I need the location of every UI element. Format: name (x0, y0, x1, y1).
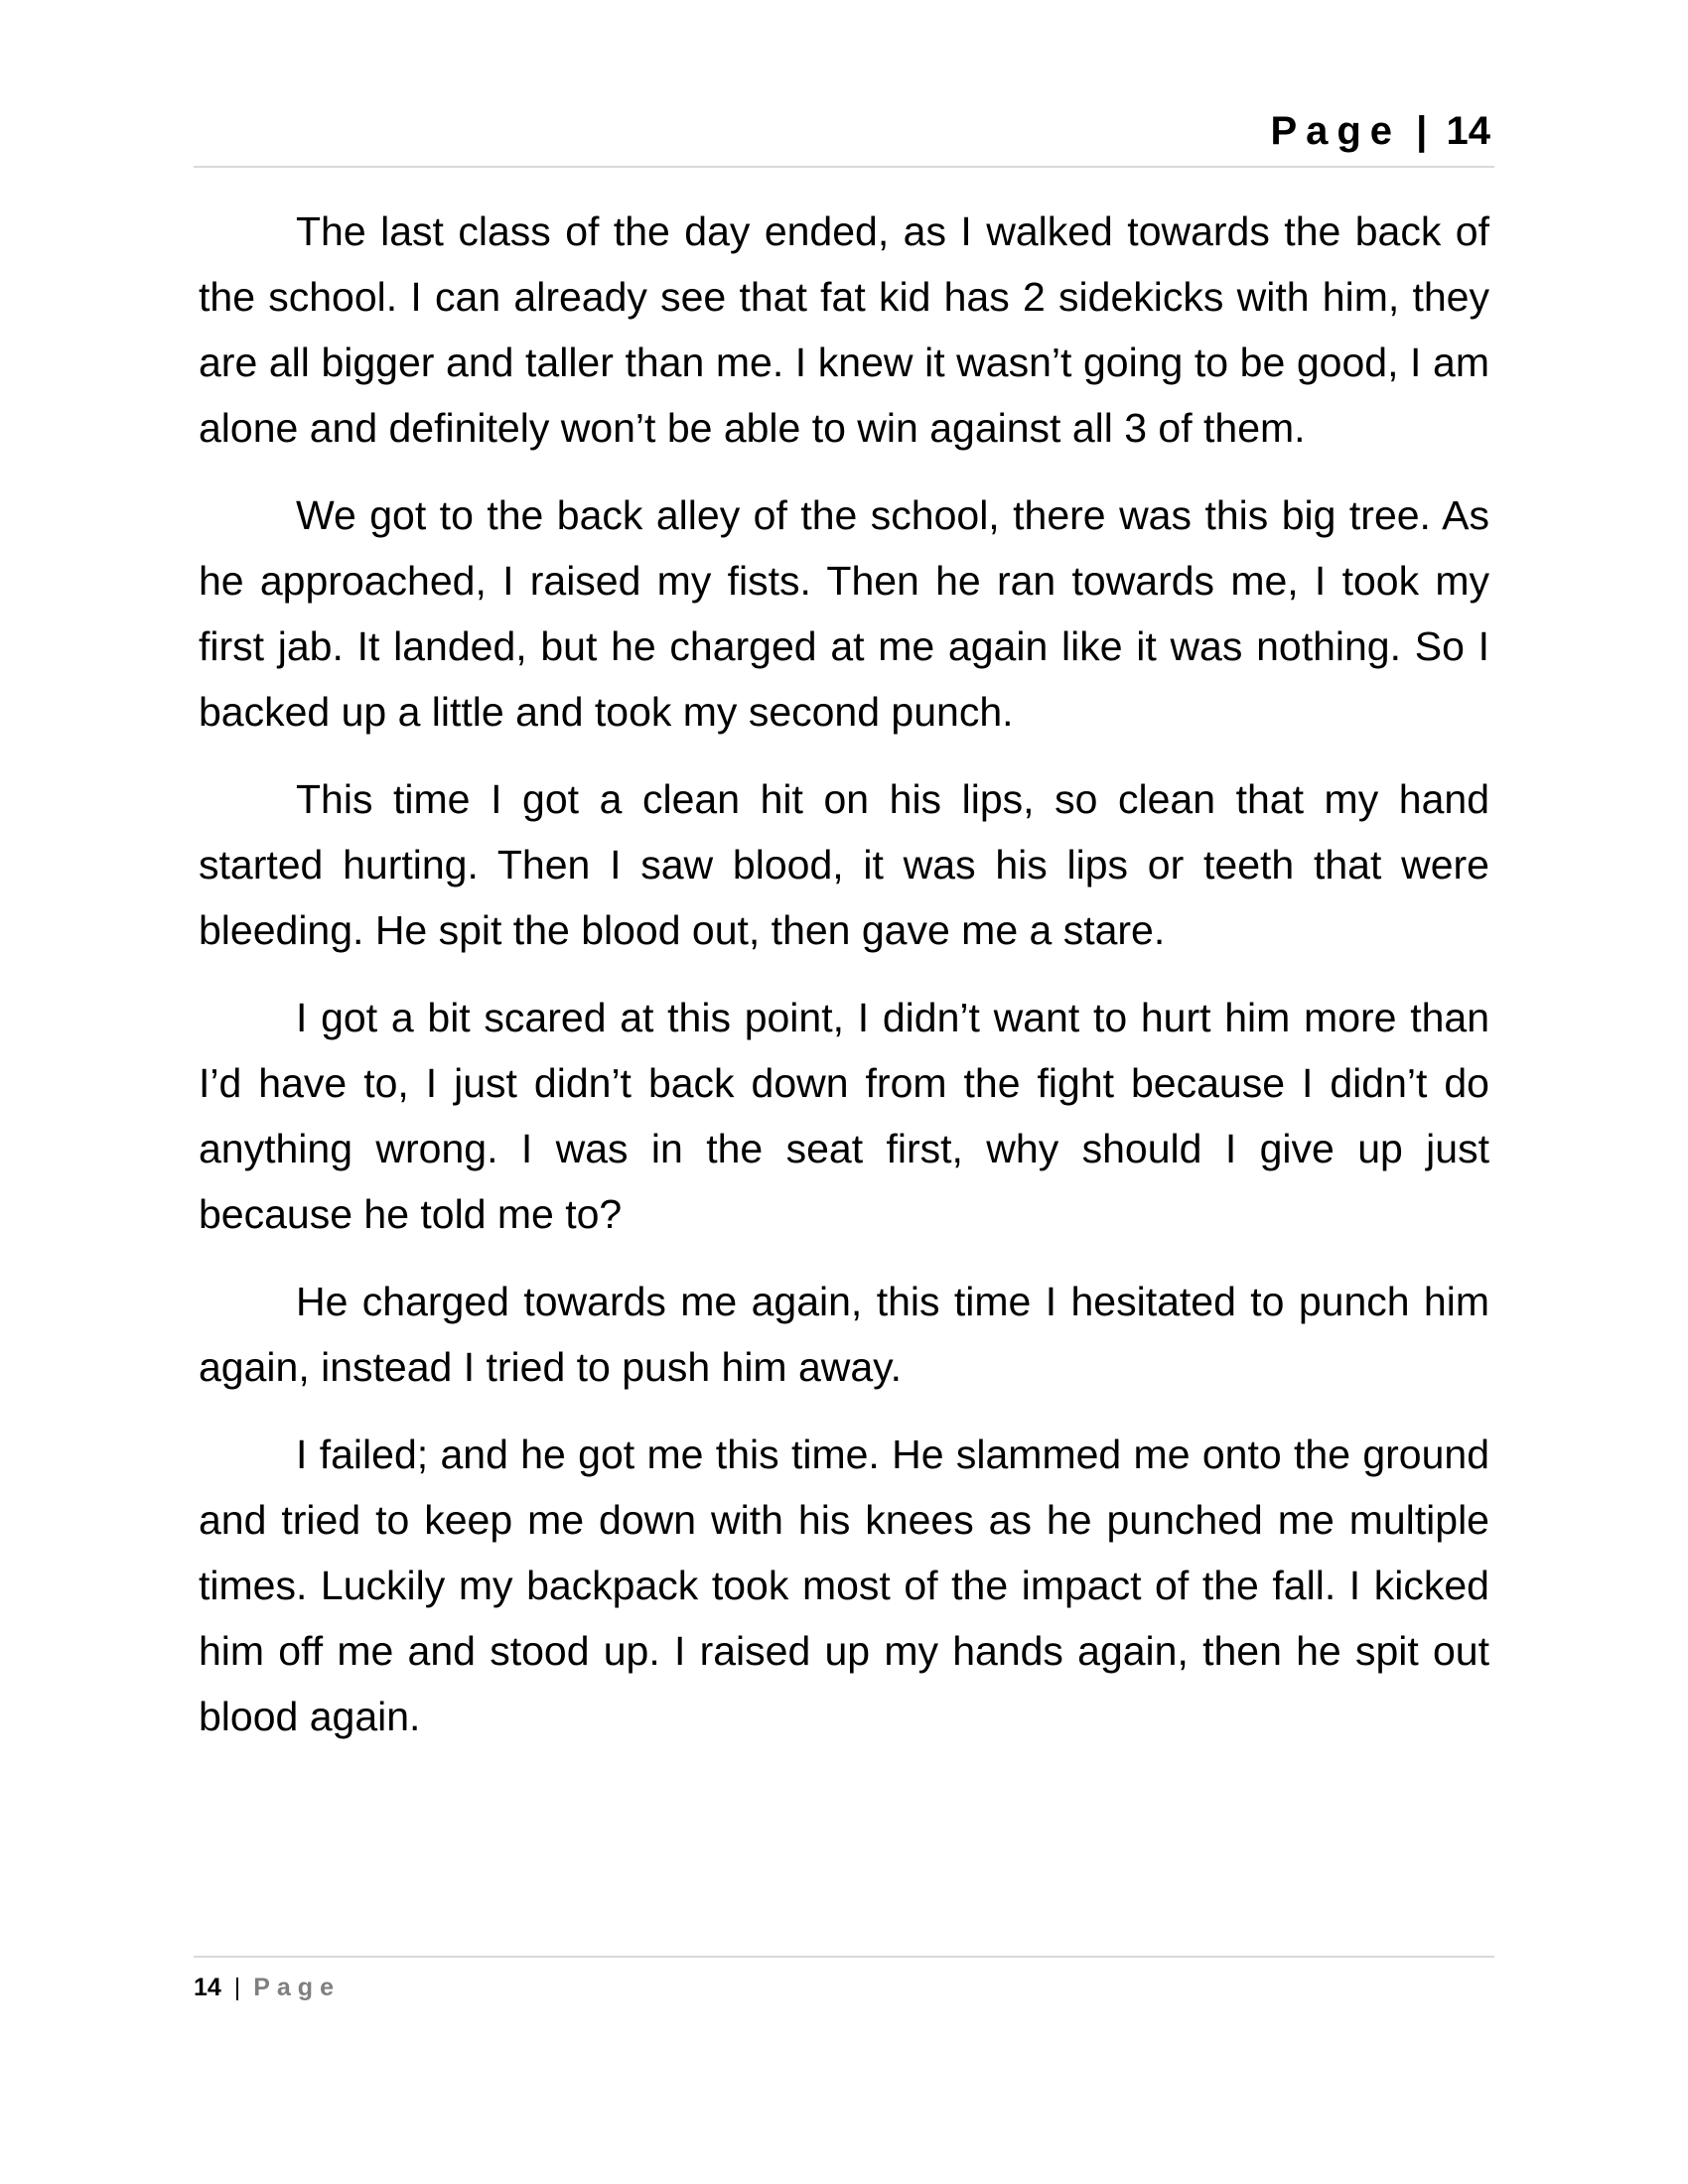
paragraph-5: He charged towards me again, this time I hesitated to punch him again, instead I tried to push him away. (199, 1279, 1489, 1390)
document-body (199, 199, 1489, 1771)
paragraph-6: I failed; and he got me this time. He slammed me onto the ground and tried to keep me down with his knees as he punched me multiple times. Luckily my backpack took most of the impact of the fall. I kicked him off me and stood up. I raised up my hands again, then he spit out blood again. (199, 1432, 1489, 1739)
footer-separator: | (233, 1974, 241, 2001)
paragraph-4: I got a bit scared at this point, I didn’t want to hurt him more than I’d have to, I just didn’t back down from the fight because I didn’t do anything wrong. I was in the seat first, why should I give up just because he told me to? (199, 995, 1489, 1237)
header-separator: | (1416, 109, 1428, 153)
footer-page-number: 14 (194, 1974, 221, 2001)
page-footer (194, 1956, 1494, 2007)
paragraph-2: We got to the back alley of the school, there was this big tree. As he approached, I raised my fists. Then he ran towards me, I took my first jab. It landed, but he charged at me again like it was nothing. So I backed up a little and took my second punch. (199, 492, 1489, 735)
header-page-word: Page (1270, 109, 1402, 153)
page-header (194, 104, 1494, 168)
footer-page-word: Page (253, 1974, 341, 2001)
paragraph-1: The last class of the day ended, as I walked towards the back of the school. I can already see that fat kid has 2 sidekicks with him, they are all bigger and taller than me. I knew it wasn’t going to be good, I am alone and definitely won’t be able to win against all 3 of them. (199, 208, 1489, 451)
header-page-number: 14 (1446, 109, 1490, 153)
paragraph-3: This time I got a clean hit on his lips, so clean that my hand started hurting. Then I saw blood, it was his lips or teeth that were bleeding. He spit the blood out, then gave me a stare. (199, 776, 1489, 953)
header-page-label (1270, 106, 1490, 156)
